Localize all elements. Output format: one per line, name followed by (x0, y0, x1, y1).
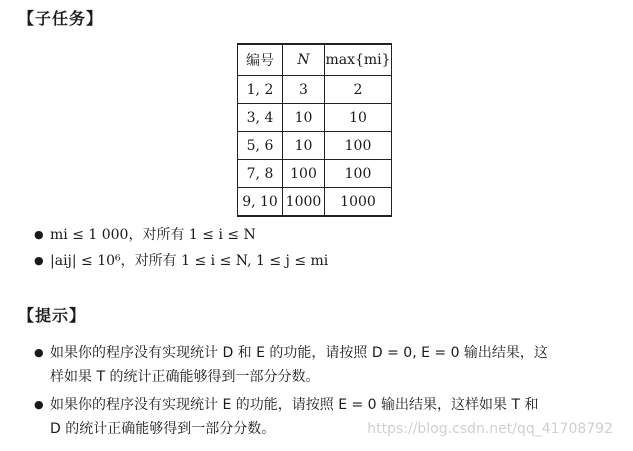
hint-text-line: 样如果 T 的统计正确能够得到一部分分数。 (50, 369, 320, 385)
cell-n: 10 (283, 104, 325, 132)
cell-id: 3, 4 (238, 104, 283, 132)
cell-max-m: 10 (325, 104, 392, 132)
cell-n: 3 (283, 76, 325, 104)
table-row (238, 188, 392, 217)
cell-id: 7, 8 (238, 160, 283, 188)
cell-n: 100 (283, 160, 325, 188)
table-row (238, 104, 392, 132)
table-row (238, 132, 392, 160)
hint-text-line: D 的统计正确能够得到一部分分数。 (50, 421, 276, 437)
cell-id: 5, 6 (238, 132, 283, 160)
header-max-m: max{mi} (325, 44, 392, 76)
table-row (238, 76, 392, 104)
cell-max-m: 100 (325, 160, 392, 188)
header-n: N (283, 44, 325, 76)
constraint-text: |aij| ≤ 10⁶，对所有 1 ≤ i ≤ N, 1 ≤ j ≤ mi (50, 253, 329, 269)
bullet-icon: ● (34, 398, 44, 411)
header-id: 编号 (238, 44, 283, 76)
hint-item (34, 341, 630, 389)
subtask-section-title: 【子任务】 (18, 9, 104, 28)
table-header-row (238, 44, 392, 76)
hint-text-line: 如果你的程序没有实现统计 D 和 E 的功能，请按照 D = 0, E = 0 输出结果，这 (50, 345, 548, 361)
hint-section-title: 【提示】 (18, 306, 87, 325)
constraint-item (34, 251, 328, 271)
bullet-icon: ● (34, 254, 44, 267)
subtask-table (237, 43, 392, 217)
bullet-icon: ● (34, 228, 44, 241)
cell-id: 1, 2 (238, 76, 283, 104)
cell-max-m: 100 (325, 132, 392, 160)
hint-text-line: 如果你的程序没有实现统计 E 的功能，请按照 E = 0 输出结果，这样如果 T 和 (50, 397, 539, 413)
bullet-icon: ● (34, 346, 44, 359)
cell-id: 9, 10 (238, 188, 283, 217)
constraint-item (34, 225, 256, 245)
cell-n: 10 (283, 132, 325, 160)
cell-n: 1000 (283, 188, 325, 217)
cell-max-m: 2 (325, 76, 392, 104)
watermark: https://blog.csdn.net/qq_41708792 (367, 421, 613, 437)
constraint-text: mi ≤ 1 000，对所有 1 ≤ i ≤ N (50, 227, 256, 243)
table-row (238, 160, 392, 188)
cell-max-m: 1000 (325, 188, 392, 217)
